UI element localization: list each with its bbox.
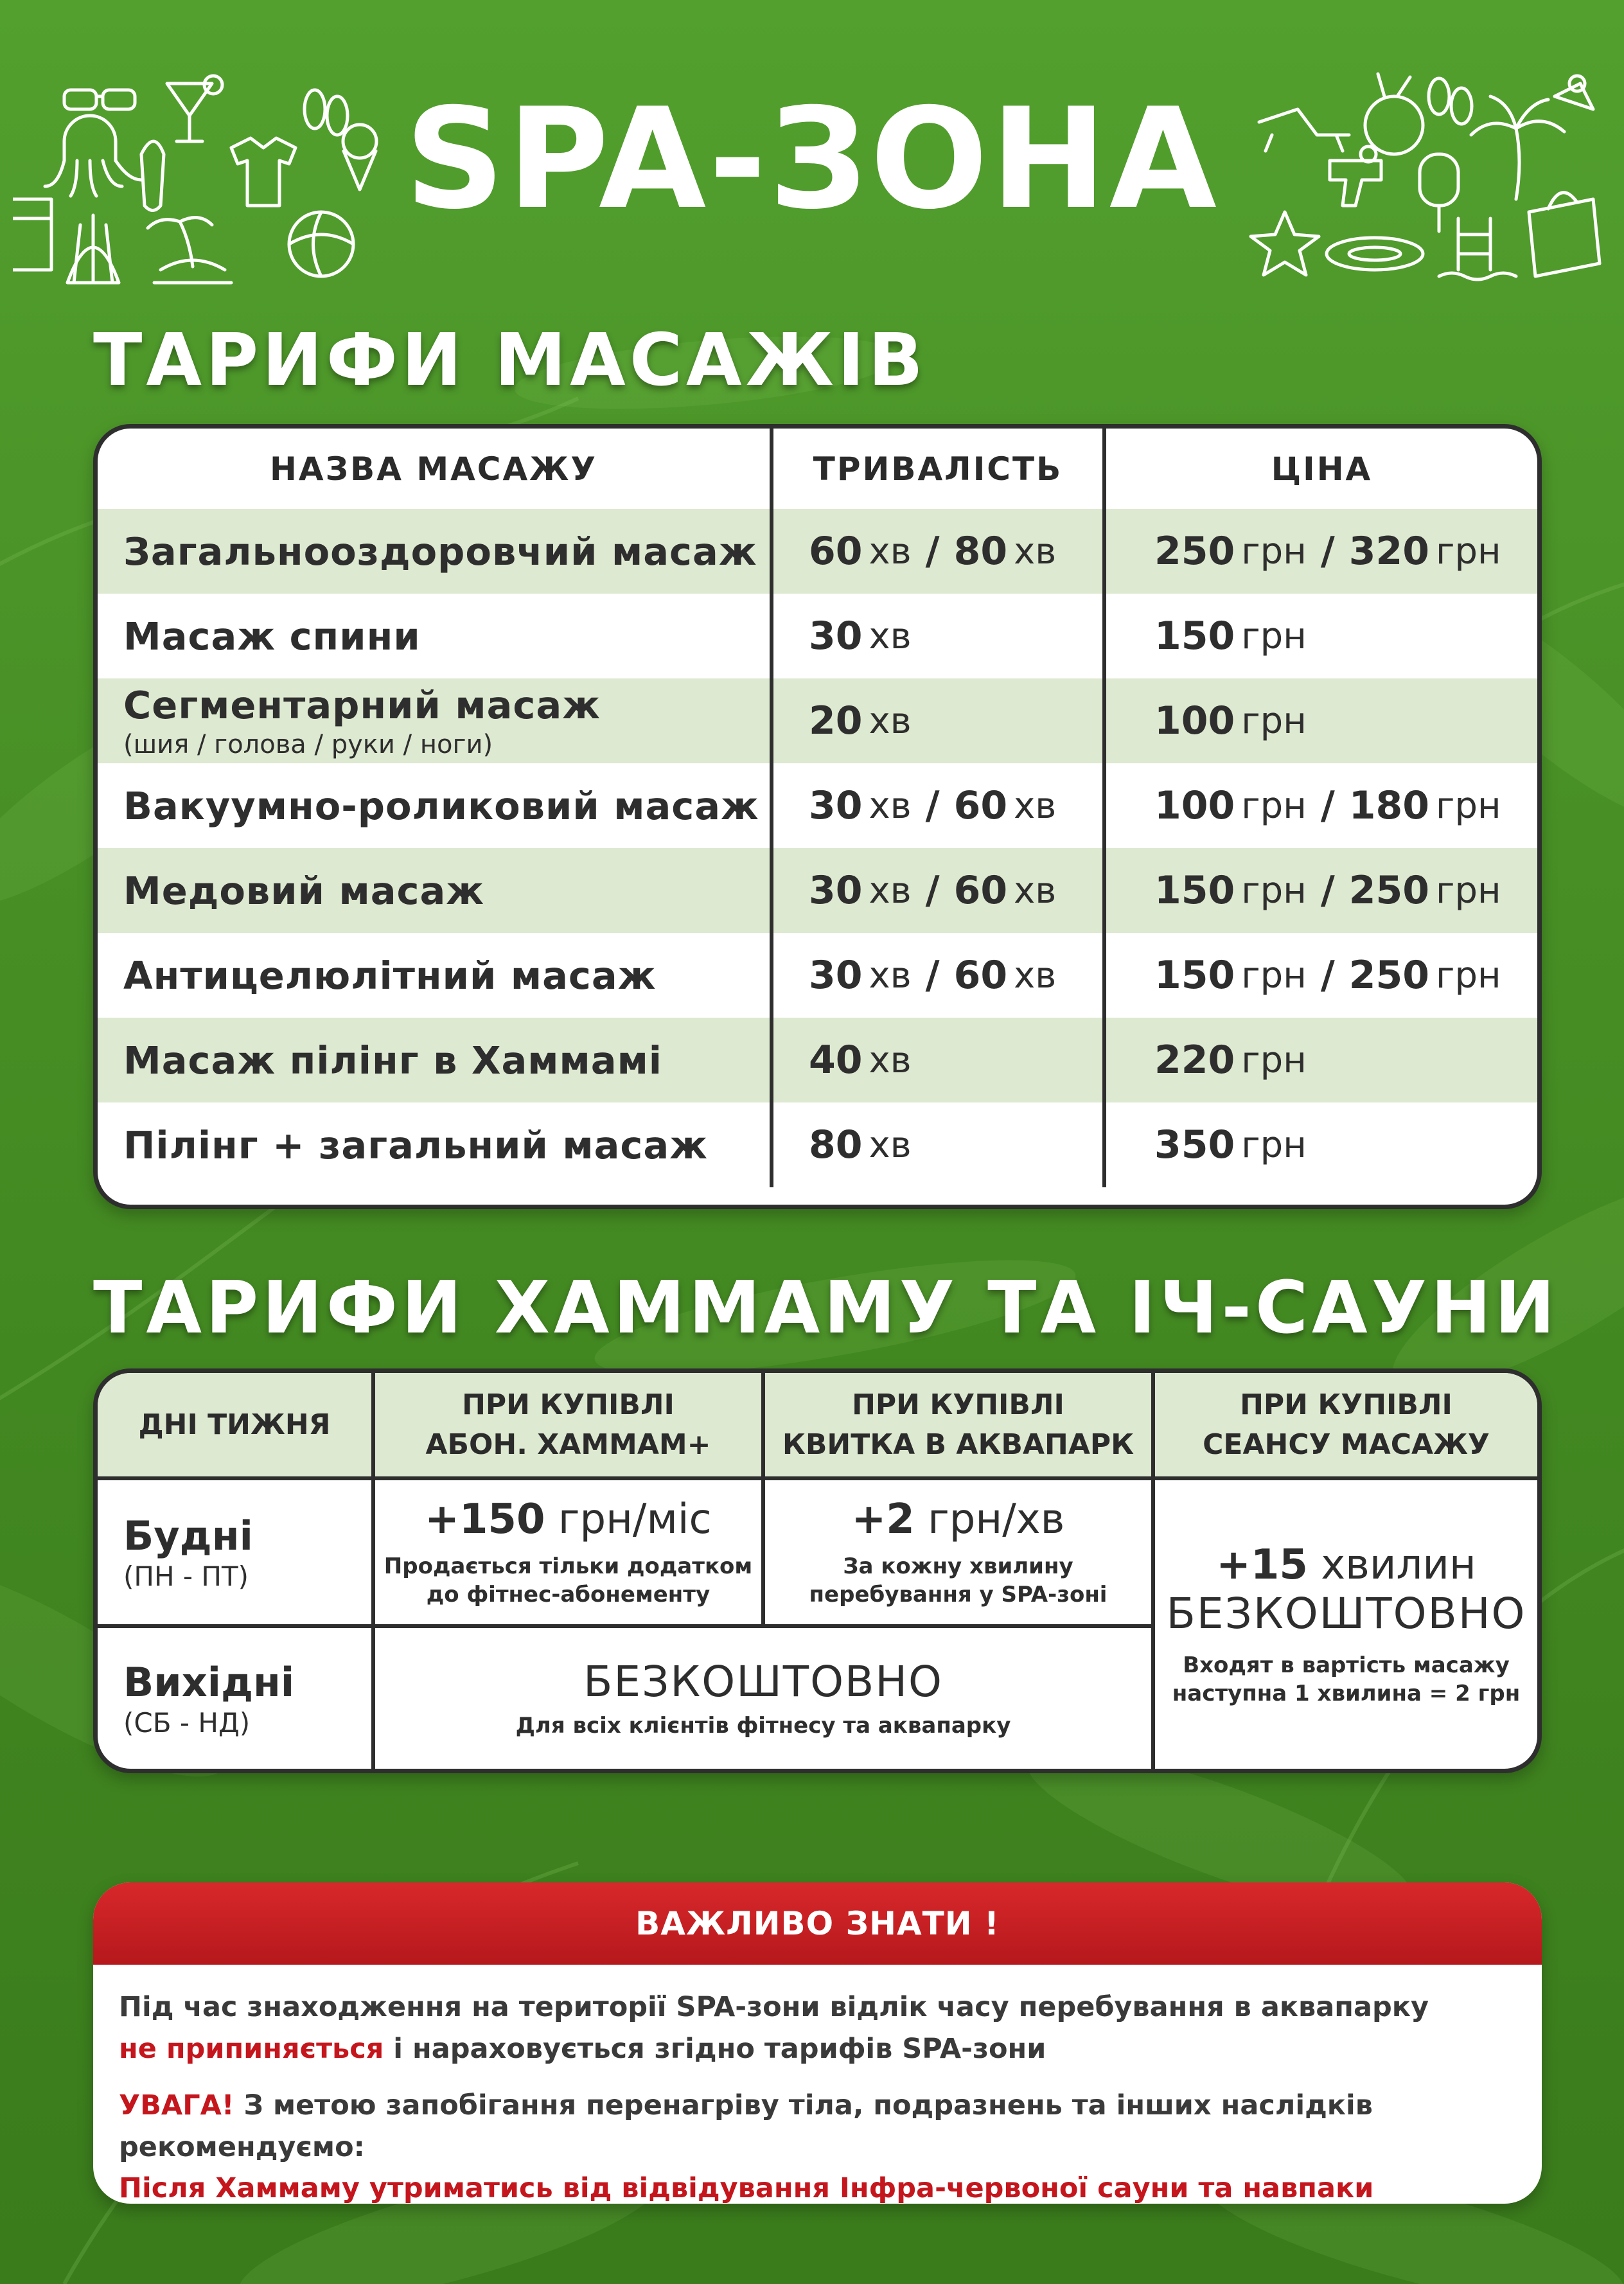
value-unit: хв: [869, 954, 912, 996]
price-cell: [1106, 933, 1537, 1018]
value-unit: грн: [1241, 784, 1307, 827]
hammam-price-table: [93, 1368, 1542, 1773]
value-unit: грн: [1241, 869, 1307, 912]
value-number: 60: [953, 868, 1008, 913]
massage-table-header: [98, 429, 1537, 509]
massage-row: [98, 763, 1537, 848]
value-number: 100: [1154, 783, 1235, 828]
value-unit: грн: [1436, 530, 1501, 572]
value-unit: хв: [1014, 530, 1057, 572]
value-number: 150: [1154, 953, 1235, 998]
value-separator: /: [925, 783, 940, 828]
value-number: 80: [809, 1122, 863, 1167]
value-separator: /: [1320, 529, 1335, 574]
value-unit: хв: [869, 869, 912, 912]
value-unit: хв: [869, 530, 912, 572]
price-cell: [1106, 594, 1537, 678]
hammam-section-title: ТАРИФИ ХАММАМУ ТА ІЧ-САУНИ: [93, 1266, 1559, 1350]
duration-cell: [773, 763, 1106, 848]
price-cell: [1106, 1018, 1537, 1102]
value-number: 180: [1348, 783, 1430, 828]
value-unit: грн: [1436, 954, 1501, 996]
value-unit: грн: [1436, 869, 1501, 912]
massage-name-cell: [98, 678, 773, 763]
duration-cell: [773, 678, 1106, 763]
value-unit: хв: [869, 1039, 912, 1081]
price-cell: [1106, 763, 1537, 848]
header-days: ДНІ ТИЖНЯ: [98, 1373, 375, 1480]
price-cell: [1106, 1102, 1537, 1187]
massage-price-table: [93, 424, 1542, 1209]
massage-name-cell: [98, 1018, 773, 1102]
value-unit: грн: [1241, 700, 1307, 742]
header-aquapark-ticket: ПРИ КУПІВЛІ КВИТКА В АКВАПАРК: [765, 1373, 1155, 1480]
value-unit: грн: [1241, 1124, 1307, 1166]
value-number: 30: [809, 953, 863, 998]
value-number: 40: [809, 1038, 863, 1083]
value-number: 250: [1154, 529, 1235, 574]
massage-name-cell: [98, 594, 773, 678]
value-number: 150: [1154, 868, 1235, 913]
massage-name: Масаж пілінг в Хаммамі: [123, 1038, 663, 1083]
value-number: 350: [1154, 1122, 1235, 1167]
notice-paragraph-1: Під час знаходження на території SPA-зони відлік часу перебування в аквапарку не припиняється і нараховується згідно тарифів SPA-зони: [119, 1991, 1429, 2065]
header-abon-hammam: ПРИ КУПІВЛІ АБОН. ХАММАМ+: [375, 1373, 765, 1480]
massage-name: Масаж спини: [123, 614, 421, 659]
weekdays-abon-price: +150 грн/міс Продається тільки додатком до фітнес-абонементу: [375, 1480, 765, 1628]
header-massage-name: НАЗВА МАСАЖУ: [98, 429, 773, 509]
duration-cell: [773, 933, 1106, 1018]
duration-cell: [773, 594, 1106, 678]
massage-name-cell: [98, 763, 773, 848]
massage-row: [98, 848, 1537, 933]
value-number: 150: [1154, 614, 1235, 659]
massage-row: [98, 1018, 1537, 1102]
header-massage-session: ПРИ КУПІВЛІ СЕАНСУ МАСАЖУ: [1155, 1373, 1537, 1480]
duration-cell: [773, 1102, 1106, 1187]
value-unit: грн: [1241, 1039, 1307, 1081]
value-unit: хв: [869, 1124, 912, 1166]
massage-name-cell: [98, 848, 773, 933]
weekdays-aquapark-price: +2 грн/хв За кожну хвилину перебування у SPA-зоні: [765, 1480, 1155, 1628]
massage-name: Антицелюлітний масаж: [123, 953, 657, 998]
massage-name: Пілінг + загальний масаж: [123, 1122, 708, 1167]
value-separator: /: [1320, 783, 1335, 828]
massage-session-bonus: +15 хвилин БЕЗКОШТОВНО Входят в вартість масажу наступна 1 хвилина = 2 грн: [1166, 1541, 1526, 1706]
value-number: 80: [953, 529, 1008, 574]
value-number: 250: [1348, 953, 1430, 998]
duration-cell: [773, 509, 1106, 594]
float-icon: [1327, 238, 1423, 270]
massage-subtitle: (шия / голова / руки / ноги): [123, 729, 493, 759]
value-number: 250: [1348, 868, 1430, 913]
value-unit: грн: [1436, 784, 1501, 827]
value-number: 60: [953, 953, 1008, 998]
value-separator: /: [1320, 953, 1335, 998]
duration-cell: [773, 1018, 1106, 1102]
weekend-free: БЕЗКОШТОВНО Для всіх клієнтів фітнесу та аквапарку: [375, 1628, 1155, 1769]
value-separator: /: [925, 529, 940, 574]
value-unit: грн: [1241, 530, 1307, 572]
value-unit: хв: [869, 700, 912, 742]
value-number: 30: [809, 783, 863, 828]
value-unit: хв: [1014, 954, 1057, 996]
massage-name: Медовий масаж: [123, 868, 485, 913]
massage-name-cell: [98, 509, 773, 594]
massage-row: [98, 933, 1537, 1018]
header-duration: ТРИВАЛІСТЬ: [773, 429, 1106, 509]
massage-row: [98, 594, 1537, 678]
value-number: 30: [809, 868, 863, 913]
value-separator: /: [925, 953, 940, 998]
weekdays-label: Будні (ПН - ПТ): [98, 1480, 375, 1628]
massage-name-cell: [98, 933, 773, 1018]
massage-name-cell: [98, 1102, 773, 1187]
value-number: 220: [1154, 1038, 1235, 1083]
header-price: ЦІНА: [1271, 450, 1373, 488]
price-cell: [1106, 509, 1537, 594]
important-notice: [93, 1882, 1542, 2204]
massage-row: [98, 509, 1537, 594]
massage-section-title: ТАРИФИ МАСАЖІВ: [93, 319, 927, 402]
value-unit: хв: [869, 615, 912, 657]
price-cell: [1106, 848, 1537, 933]
massage-name: Загальнооздоровчий масаж: [123, 529, 757, 574]
price-cell: [1106, 678, 1537, 763]
massage-row: [98, 678, 1537, 763]
value-number: 20: [809, 698, 863, 743]
massage-name: Вакуумно-роликовий масаж: [123, 783, 759, 828]
value-separator: /: [1320, 868, 1335, 913]
notice-paragraph-2: УВАГА! З метою запобігання перенагріву тіла, подразнень та інших наслідків рекомендуємо: Після Хаммаму утриматись від відвідування Інфра-червоної сауни та навпаки: [119, 2089, 1374, 2204]
value-number: 320: [1348, 529, 1430, 574]
value-number: 100: [1154, 698, 1235, 743]
value-unit: хв: [869, 784, 912, 827]
duration-cell: [773, 848, 1106, 933]
page-title: SPA-ЗОНА: [405, 78, 1219, 240]
value-number: 60: [953, 783, 1008, 828]
massage-row: [98, 1102, 1537, 1187]
notice-title: ВАЖЛИВО ЗНАТИ !: [93, 1882, 1542, 1965]
value-number: 60: [809, 529, 863, 574]
value-separator: /: [925, 868, 940, 913]
value-unit: хв: [1014, 869, 1057, 912]
value-unit: хв: [1014, 784, 1057, 827]
massage-name: Сегментарний масаж: [123, 682, 601, 727]
weekend-label: Вихідні (СБ - НД): [98, 1628, 375, 1769]
value-number: 30: [809, 614, 863, 659]
value-unit: грн: [1241, 954, 1307, 996]
value-unit: грн: [1241, 615, 1307, 657]
